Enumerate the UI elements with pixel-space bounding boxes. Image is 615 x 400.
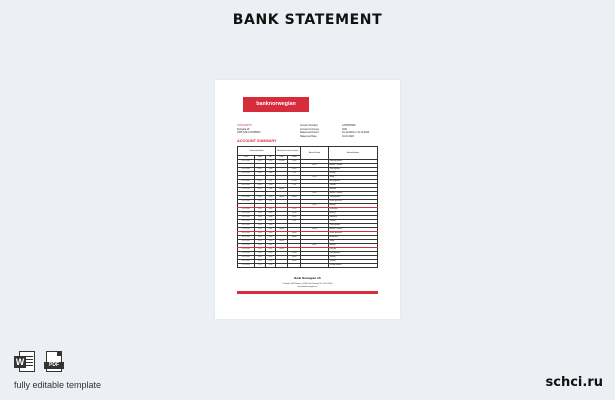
table-cell: 149,00 <box>288 196 301 200</box>
account-info-value: NOK <box>342 127 348 131</box>
table-cell: Opening balance <box>328 160 377 164</box>
table-cell: 06.12.2022 <box>238 184 255 188</box>
table-cell: 02.12 <box>254 168 265 172</box>
word-icon <box>14 350 36 374</box>
table-cell: 07.12.2022 <box>238 188 255 192</box>
account-summary-title: ACCOUNT SUMMARY <box>237 139 277 143</box>
table-cell: 19.12 <box>254 236 265 240</box>
table-cell: Balance Transfer <box>328 164 377 168</box>
table-cell: Insurance <box>328 216 377 220</box>
table-cell: 02.12.2022 <box>238 168 255 172</box>
bank-address <box>215 283 400 289</box>
table-cell: 14.12.2022 <box>238 216 255 220</box>
table-cell: 178,500 <box>275 160 288 164</box>
table-cell: 1236 <box>265 172 275 176</box>
table-cell: 09.12 <box>254 196 265 200</box>
table-cell: 1250 <box>265 240 275 244</box>
table-cell: 13.12.2022 <box>238 212 255 216</box>
table-cell: 17.12.2022 <box>238 228 255 232</box>
account-info-label: Account Currency <box>300 127 320 131</box>
customer-street: Storgata 16 <box>237 127 250 131</box>
table-cell: Closing balance <box>328 264 377 268</box>
table-cell: 03.12 <box>254 172 265 176</box>
table-cell: Card payment <box>328 196 377 200</box>
table-subheader: Debit <box>275 156 288 160</box>
table-cell: 18.12 <box>254 232 265 236</box>
table-cell: 23.12.2022 <box>238 252 255 256</box>
site-watermark: schci.ru <box>545 375 603 390</box>
table-cell: Transfer <box>328 220 377 224</box>
bank-address-line: Postboks 218 Sentrum, 0103 Oslo, Norway Tel: 915 04 800 <box>282 283 333 285</box>
table-cell: Grocery <box>328 256 377 260</box>
table-cell: 7,50 <box>288 172 301 176</box>
account-info-row <box>300 135 369 139</box>
table-cell: 1244 <box>265 216 275 220</box>
table-cell: 180,00 <box>275 196 288 200</box>
table-cell: Card payment <box>328 252 377 256</box>
page-title: BANK STATEMENT <box>232 12 383 28</box>
table-cell: 97,00 <box>288 208 301 212</box>
customer-name: JOHN SMITH <box>237 124 252 127</box>
table-cell: 1235 <box>265 168 275 172</box>
table-cell: 26,00 <box>288 256 301 260</box>
table-cell: 01.12 <box>254 160 265 164</box>
table-cell: 05.12 <box>254 180 265 184</box>
table-cell: Salary <box>328 240 377 244</box>
table-cell: 15.12.2022 <box>238 220 255 224</box>
table-cell: 106,00 <box>300 228 328 232</box>
table-header: Transaction details <box>238 147 276 156</box>
table-cell: 1252 <box>265 248 275 252</box>
table-cell: Grocery <box>328 212 377 216</box>
table-cell: 146,00 <box>288 236 301 240</box>
table-cell: Online purchase <box>328 232 377 236</box>
table-cell: 1238 <box>265 184 275 188</box>
table-cell: Card payment <box>328 224 377 228</box>
table-cell: 390,00 <box>275 188 288 192</box>
table-cell: Transfer <box>328 260 377 264</box>
table-cell: Balance Transfer <box>328 228 377 232</box>
table-cell: 16.12.2022 <box>238 224 255 228</box>
table-cell: Salary <box>328 176 377 180</box>
table-cell: 15.12 <box>254 220 265 224</box>
pdf-icon-label: PDF <box>44 362 64 369</box>
template-caption: fully editable template <box>14 380 102 390</box>
account-info-label: Statement Date <box>300 134 317 138</box>
table-cell: 22.12 <box>254 248 265 252</box>
table-cell: 03.12.2022 <box>238 172 255 176</box>
table-cell: 24.12.2022 <box>238 256 255 260</box>
table-cell: 1234 <box>265 160 275 164</box>
table-cell: 1242 <box>265 208 275 212</box>
table-cell: 31,00 <box>300 204 328 208</box>
table-subheader: Credit <box>288 156 301 160</box>
table-cell: 16.12 <box>254 224 265 228</box>
pdf-icon <box>43 350 65 374</box>
table-subheader: Ref <box>265 156 275 160</box>
table-cell: 05.12.2022 <box>238 180 255 184</box>
account-info <box>300 124 369 138</box>
table-cell: 1239 <box>265 188 275 192</box>
customer-address <box>237 124 261 135</box>
table-cell: 26.12.2022 <box>238 260 255 264</box>
statement-document <box>215 80 400 319</box>
table-subheader: Value <box>254 156 265 160</box>
table-cell: 1255 <box>265 260 275 264</box>
table-cell <box>275 264 288 268</box>
table-cell: 1245 <box>265 220 275 224</box>
table-cell: 1247 <box>265 228 275 232</box>
table-cell: 157,00 <box>288 180 301 184</box>
table-cell <box>288 264 301 268</box>
table-row <box>238 264 378 268</box>
account-info-value: 01.01.2023 <box>342 134 354 138</box>
table-cell: 81,00 <box>300 164 328 168</box>
table-cell: 1243 <box>265 212 275 216</box>
table-cell: Utility bill <box>328 248 377 252</box>
table-cell: 14.12 <box>254 216 265 220</box>
table-cell: Restaurant <box>328 236 377 240</box>
table-cell: 40,00 <box>288 260 301 264</box>
table-cell: 10.12.2022 <box>238 200 255 204</box>
transactions-body <box>238 160 378 268</box>
table-cell: 06.12 <box>254 184 265 188</box>
table-cell: 56,00 <box>300 192 328 196</box>
table-header: Account balance <box>328 147 377 160</box>
table-cell: 19.12.2022 <box>238 236 255 240</box>
table-cell: 145,00 <box>275 228 288 232</box>
table-cell: 32,80 <box>288 216 301 220</box>
transactions-table <box>237 146 378 268</box>
table-cell: 14,00 <box>288 212 301 216</box>
table-cell: 23.12 <box>254 252 265 256</box>
table-cell: 1241 <box>265 200 275 204</box>
account-info-value: 1234567890 <box>342 124 356 127</box>
table-cell: 143,00 <box>275 248 288 252</box>
table-cell: 27.12.2022 <box>238 264 255 268</box>
table-cell: Transfer <box>328 184 377 188</box>
table-cell: Online purchase <box>328 200 377 204</box>
table-cell: Card payment <box>328 168 377 172</box>
format-icons <box>14 350 65 374</box>
table-cell: 1256 <box>265 264 275 268</box>
table-cell: 01.12.2022 <box>238 160 255 164</box>
table-cell: 1249 <box>265 236 275 240</box>
table-cell: 170,00 <box>288 252 301 256</box>
table-cell: 1253 <box>265 252 275 256</box>
table-cell: 17.12 <box>254 228 265 232</box>
table-cell: 20.12 <box>254 240 265 244</box>
footer-bar <box>237 291 378 294</box>
table-cell: 42,00 <box>288 168 301 172</box>
table-cell: 1240 <box>265 196 275 200</box>
table-cell: 1248 <box>265 232 275 236</box>
bank-logo: banknorwegian <box>243 97 309 112</box>
table-cell: Savings <box>328 204 377 208</box>
table-cell: Rent payment <box>328 180 377 184</box>
table-cell: 138,00 <box>275 240 288 244</box>
table-cell: 27.12 <box>254 264 265 268</box>
table-cell: 1246 <box>265 224 275 228</box>
table-cell: 1251 <box>265 244 275 248</box>
bank-website: www.banknorwegian.no <box>297 286 318 288</box>
table-cell: Utility bill <box>328 188 377 192</box>
table-cell: 13.12 <box>254 212 265 216</box>
table-cell: 1,50 <box>288 184 301 188</box>
table-cell <box>300 264 328 268</box>
table-cell: 26.12 <box>254 260 265 264</box>
table-cell: 12,00 <box>288 160 301 164</box>
table-cell: 22.12.2022 <box>238 248 255 252</box>
table-cell: 31,20 <box>300 176 328 180</box>
table-header: Amount Saved <box>300 147 328 160</box>
table-cell: Savings <box>328 244 377 248</box>
customer-city: 0155 OSLO NORWAY <box>237 131 261 134</box>
table-cell: Grocery <box>328 172 377 176</box>
table-cell: 09.12.2022 <box>238 196 255 200</box>
table-cell: 65,00 <box>300 244 328 248</box>
table-cell: 1254 <box>265 256 275 260</box>
account-info-label: Account Number <box>300 124 318 127</box>
table-subheader: Date <box>238 156 255 160</box>
table-header: Amount in account currency <box>275 147 300 156</box>
table-cell: Restaurant <box>328 208 377 212</box>
bank-name: Bank Norwegian AS <box>294 276 321 280</box>
table-cell: Balance Transfer <box>328 192 377 196</box>
account-info-value: 01.12.2022 to 31.12.2022 <box>342 131 370 134</box>
table-cell: 1237 <box>265 180 275 184</box>
table-cell: 21.12 <box>254 244 265 248</box>
table-cell: 07.12 <box>254 188 265 192</box>
account-info-label: Statement Period <box>300 131 319 134</box>
table-cell: 10.12 <box>254 200 265 204</box>
table-cell: 18.12.2022 <box>238 232 255 236</box>
table-cell: 20.12.2022 <box>238 240 255 244</box>
table-cell: 12.12.2022 <box>238 208 255 212</box>
table-cell: 24.12 <box>254 256 265 260</box>
table-cell: 9,00 <box>288 220 301 224</box>
table-cell: 140,00 <box>288 232 301 236</box>
table-cell: 21.12.2022 <box>238 244 255 248</box>
word-icon-label: W <box>15 357 25 367</box>
table-cell: 12.12 <box>254 208 265 212</box>
